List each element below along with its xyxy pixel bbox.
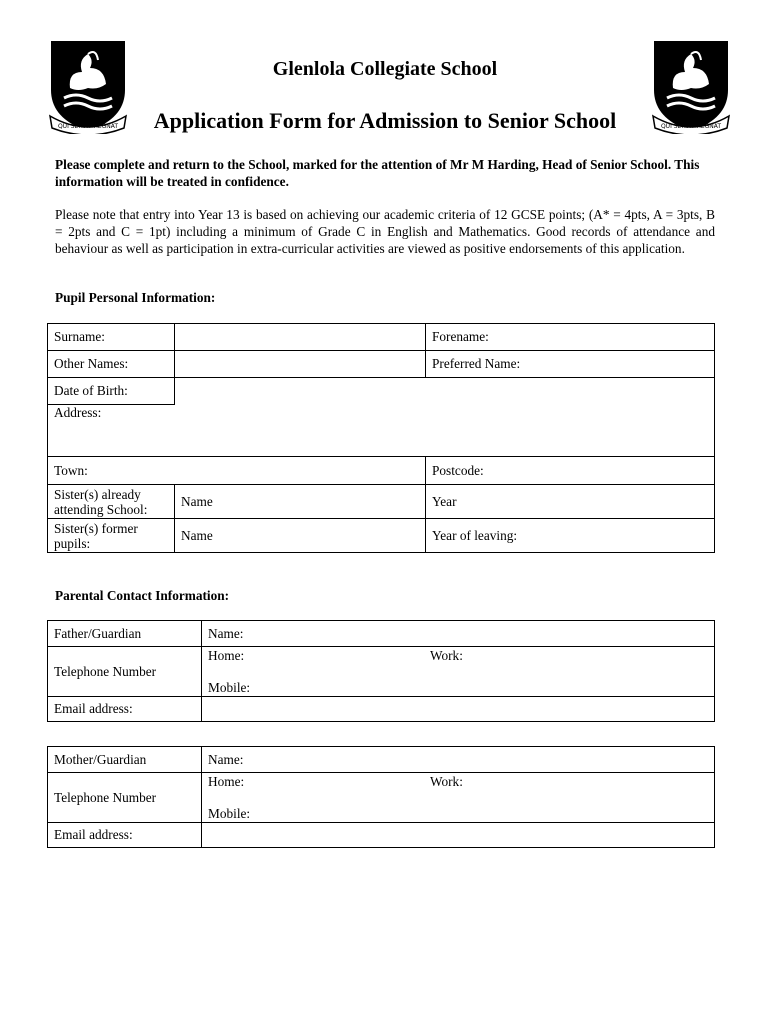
- mother-name-field[interactable]: [202, 747, 715, 773]
- sisters-former-name-field[interactable]: [175, 519, 426, 553]
- table-row: [48, 405, 715, 457]
- instructions-text: Please complete and return to the School, marked for the attention of Mr M Harding, Head of Senior School. This information will be treated in confidence.: [55, 157, 700, 189]
- table-row: [48, 485, 715, 519]
- pupil-info-table: [47, 323, 715, 553]
- town-label: Town:: [54, 462, 88, 478]
- father-telephone-field[interactable]: [202, 647, 715, 697]
- sisters-attending-label-line2: attending School:: [54, 501, 148, 517]
- sisters-attending-year-field[interactable]: [426, 485, 715, 519]
- father-name-label: Name:: [208, 625, 244, 641]
- preferred-name-label: Preferred Name:: [432, 356, 521, 371]
- table-row: [48, 324, 715, 351]
- town-field[interactable]: [48, 457, 426, 485]
- address-label: Address:: [54, 405, 102, 420]
- address-field[interactable]: [48, 405, 715, 457]
- mother-name-label: Name:: [208, 751, 244, 767]
- mother-work-label: Work:: [430, 774, 463, 789]
- table-row: [48, 823, 715, 848]
- mother-email-field[interactable]: [202, 823, 715, 848]
- father-label: Father/Guardian: [48, 621, 202, 647]
- father-telephone-label: Telephone Number: [48, 647, 202, 697]
- father-email-field[interactable]: [202, 697, 715, 722]
- sisters-former-name-label: Name: [181, 527, 213, 543]
- sisters-attending-label: [48, 485, 175, 519]
- sisters-former-year-label: Year of leaving:: [432, 527, 518, 543]
- father-work-label: Work:: [430, 648, 463, 663]
- table-row: [48, 773, 715, 823]
- sisters-former-year-field[interactable]: [426, 519, 715, 553]
- father-home-label: Home:: [208, 648, 245, 663]
- form-title: Application Form for Admission to Senior School: [153, 108, 617, 133]
- table-row: [48, 697, 715, 722]
- table-row: [48, 621, 715, 647]
- sisters-attending-year-label: Year: [432, 493, 457, 509]
- svg-text:QUI SERVIT REGNAT: QUI SERVIT REGNAT: [660, 123, 722, 130]
- mother-email-label: Email address:: [48, 823, 202, 848]
- mother-telephone-label: Telephone Number: [48, 773, 202, 823]
- postcode-field[interactable]: [426, 457, 715, 485]
- table-row: [48, 457, 715, 485]
- mother-home-label: Home:: [208, 774, 245, 789]
- forename-field[interactable]: [426, 324, 715, 351]
- father-mobile-label: Mobile:: [208, 680, 251, 695]
- preferred-name-field[interactable]: [426, 351, 715, 378]
- mother-contact-table: [47, 746, 715, 848]
- mother-telephone-field[interactable]: [202, 773, 715, 823]
- surname-label: Surname:: [48, 324, 175, 351]
- school-name: Glenlola Collegiate School: [272, 58, 498, 80]
- mother-mobile-label: Mobile:: [208, 806, 251, 821]
- father-name-field[interactable]: [202, 621, 715, 647]
- other-names-label: Other Names:: [48, 351, 175, 378]
- svg-text:QUI SERVIT REGNAT: QUI SERVIT REGNAT: [57, 123, 119, 130]
- sisters-former-label: [48, 519, 175, 553]
- dob-label: Date of Birth:: [48, 378, 175, 405]
- postcode-label: Postcode:: [432, 462, 484, 478]
- sisters-attending-label-line1: Sister(s) already: [54, 486, 141, 502]
- forename-label: Forename:: [432, 329, 489, 344]
- other-names-field[interactable]: [175, 351, 426, 378]
- parental-info-heading: Parental Contact Information:: [55, 588, 230, 603]
- sisters-attending-name-field[interactable]: [175, 485, 426, 519]
- sisters-former-label-line1: Sister(s) former: [54, 520, 138, 536]
- table-row: [48, 519, 715, 553]
- sisters-attending-name-label: Name: [181, 493, 213, 509]
- mother-label: Mother/Guardian: [48, 747, 202, 773]
- table-row: [48, 351, 715, 378]
- table-row: [48, 647, 715, 697]
- dob-field[interactable]: [175, 378, 715, 405]
- table-row: [48, 747, 715, 773]
- sisters-former-label-line2: pupils:: [54, 535, 91, 551]
- entry-criteria-text: Please note that entry into Year 13 is based on achieving our academic criteria of 12 GCSE points; (A* = 4pts, A = 3pts, B = 2pts and C = 1pt) including a minimum of Grade C in English and Mathematics. Good records of attendance and behaviour as well as participation in extra-curricular activities are viewed as positive endorsements of this application.: [55, 207, 715, 256]
- table-row: [48, 378, 715, 405]
- surname-field[interactable]: [175, 324, 426, 351]
- pupil-info-heading: Pupil Personal Information:: [55, 290, 216, 305]
- father-contact-table: [47, 620, 715, 722]
- father-email-label: Email address:: [48, 697, 202, 722]
